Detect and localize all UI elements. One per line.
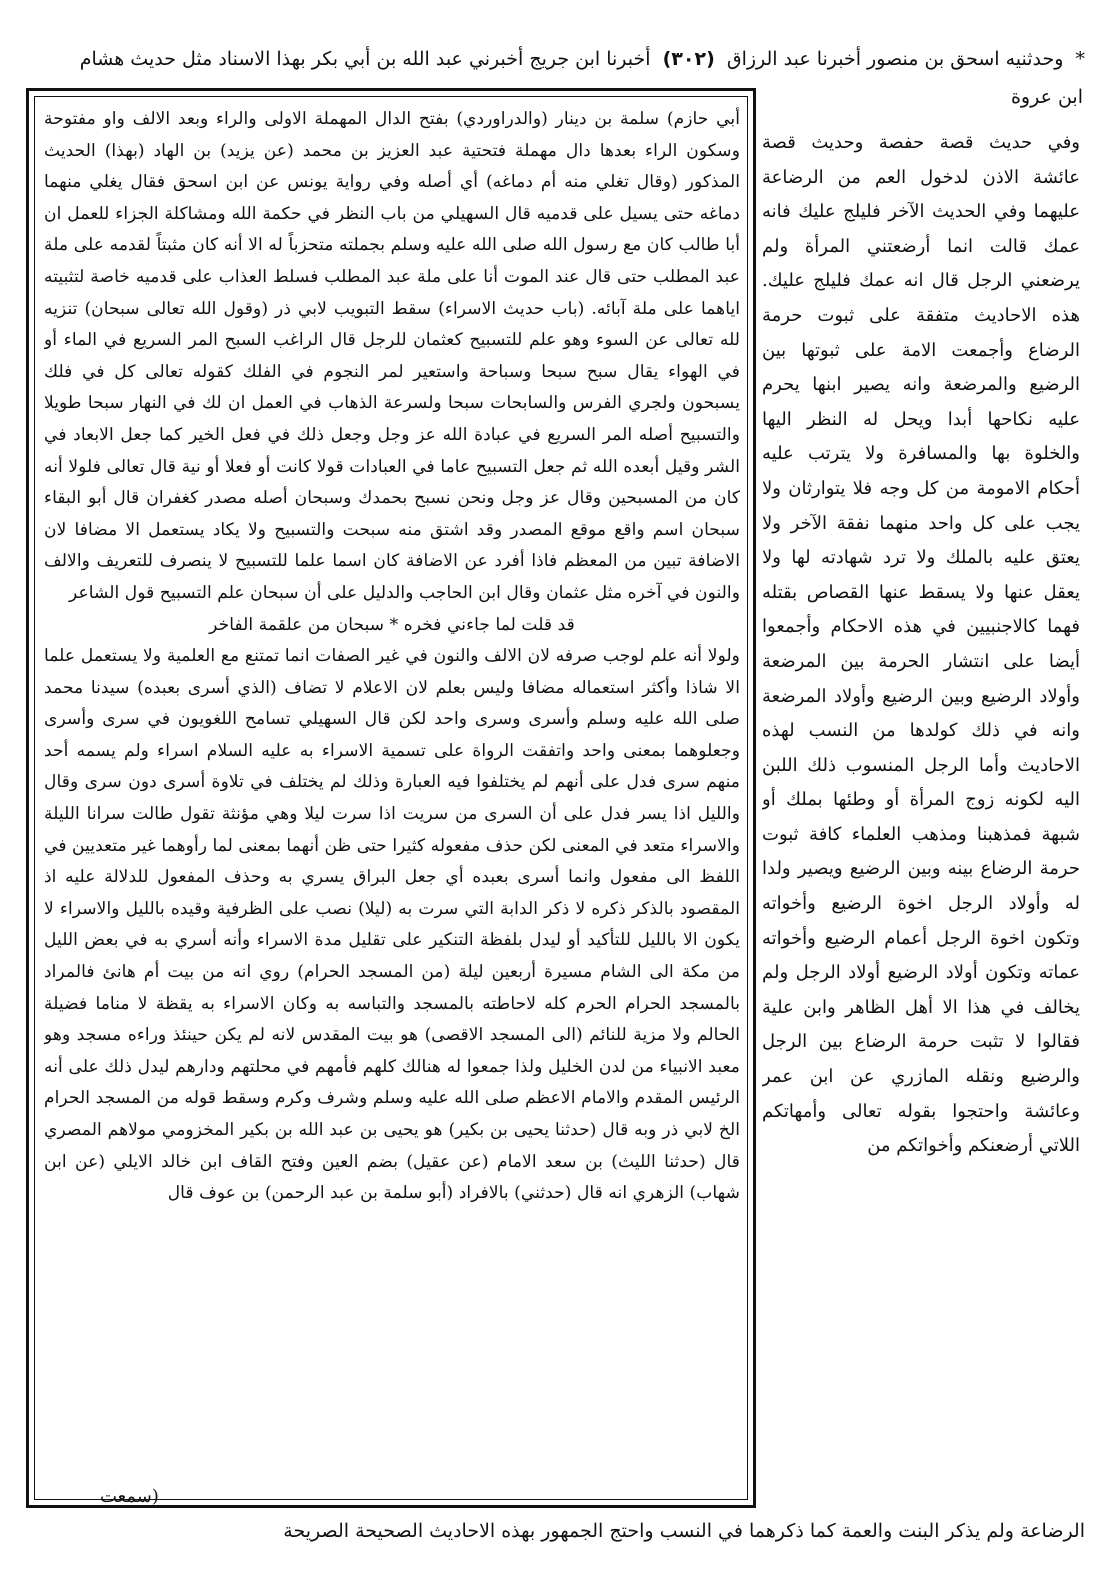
main-commentary-text bbox=[44, 104, 740, 1494]
header-text-start: وحدثنيه اسحق بن منصور أخبرنا عبد الرزاق bbox=[726, 48, 1064, 70]
header-text-end: أخبرنا ابن جريج أخبرني عبد الله بن أبي بكر بهذا الاسناد مثل حديث هشام bbox=[79, 48, 651, 70]
margin-commentary-text: وفي حديث قصة حفصة وحديث قصة عائشة الاذن لدخول العم من الرضاعة عليهما وفي الحديث الآخر فليلج عليك فانه عمك قالت انما أرضعتني المرأة ولم يرضعني الرجل قال انه عمك فليلج عليك. هذه الاحاديث متفقة على ثبوت حرمة الرضاع وأجمعت الامة على ثبوتها بين الرضيع والمرضعة وانه يصير ابنها يحرم عليه نكاحها أبدا ويحل له النظر اليها والخلوة بها والمسافرة ولا يترتب عليه أحكام الامومة من كل وجه فلا يتوارثان ولا يجب على كل واحد منهما نفقة الآخر ولا يعتق عليه بالملك ولا ترد شهادته لها ولا يعقل عنها ولا يسقط عنها القصاص بقتله فهما كالاجنبيين في هذه الاحكام وأجمعوا أيضا على انتشار الحرمة بين المرضعة وأولاد الرضيع وبين الرضيع وأولاد المرضعة وانه في ذلك كولدها من النسب لهذه الاحاديث وأما الرجل المنسوب ذلك اللبن اليه لكونه زوج المرأة أو وطئها بملك أو شبهة فمذهبنا ومذهب العلماء كافة ثبوت حرمة الرضاع بينه وبين الرضيع ويصير ولدا له وأولاد الرجل اخوة الرضيع وأخواته وتكون اخوة الرجل أعمام الرضيع وأخواته عماته وتكون أولاد الرضيع أولاد الرجل ولم يخالف في هذا الا أهل الظاهر وابن علية فقالوا لا تثبت حرمة الرضاع بين الرجل والرضيع ونقله المازري عن ابن عمر وعائشة واحتجوا بقوله تعالى وأمهاتكم اللاتي أرضعنكم وأخواتكم من bbox=[762, 132, 1080, 1157]
header-continuation: ابن عروة bbox=[1010, 86, 1083, 108]
main-paragraph-1: أبي حازم) سلمة بن دينار (والدراوردي) بفتح الدال المهملة الاولى والراء وبعد الالف واو مفتوحة وسكون الراء بعدها دال مهملة فتحتية عبد العزيز بن محمد (عن يزيد) بن الهاد (بهذا) الحديث المذكور (وقال تغلي منه أم دماغه) أي أصله وفي رواية يونس عن ابن اسحق فقال يغلي منهما دماغه حتى يسيل على قدميه قال السهيلي من باب النظر في حكمة الله ومشاكلة الجزاء للعمل ان أبا طالب كان مع رسول الله صلى الله عليه وسلم بجملته متحزباً له الا أنه كان مثبتاً لقدمه على ملة عبد المطلب حتى قال عند الموت أنا على ملة عبد المطلب فسلط العذاب على قدميه خاصة لتثبيته اياهما على ملة آبائه. (باب حديث الاسراء) سقط التبويب لابي ذر (وقول الله تعالى سبحان) تنزيه لله تعالى عن السوء وهو علم للتسبيح كعثمان للرجل قال الراغب السبح المر السريع في الماء أو في الهواء يقال سبح سبحا وسباحة واستعير لمر النجوم في الفلك كقوله تعالى كل في فلك يسبحون ولجري الفرس والسابحات سبحا ولسرعة الذهاب في العمل ان لك في النهار سبحا طويلا والتسبيح أصله المر السريع في عبادة الله عز وجل وجعل ذلك في فعل الخير كما جعل الابعاد في الشر وقيل أبعده الله ثم جعل التسبيح عاما في العبادات قولا كانت أو فعلا أو نية قال تعالى فلولا أنه كان من المسبحين وقال عز وجل ونحن نسبح بحمدك وسبحان أصله مصدر كغفران قال أبو البقاء سبحان اسم واقع موقع المصدر وقد اشتق منه سبحت والتسبيح ولا يكاد يستعمل الا مضافا لان الاضافة تبين من المعظم فاذا أفرد عن الاضافة كان اسما علما للتسبيح لا ينصرف للتعريف والالف والنون في آخره مثل عثمان وقال ابن الحاجب والدليل على أن سبحان علم التسبيح قول الشاعر bbox=[44, 109, 740, 603]
header-asterisk: * bbox=[1075, 48, 1085, 70]
margin-commentary-column bbox=[762, 126, 1080, 1516]
catchword: (سمعت bbox=[100, 1486, 159, 1507]
footer-continuation-line: الرضاعة ولم يذكر البنت والعمة كما ذكرهما في النسب واحتج الجمهور بهذه الاحاديث الصحيحة الصريحة bbox=[283, 1520, 1085, 1542]
poetry-verse: قد قلت لما جاءني فخره * سبحان من علقمة الفاخر bbox=[209, 614, 575, 635]
page-number: (٣٠٢) bbox=[662, 48, 715, 70]
main-paragraph-2: ولولا أنه علم لوجب صرفه لان الالف والنون في غير الصفات انما تمتنع مع العلمية ولا يستعمل علما الا شاذا وأكثر استعماله مضافا وليس بعلم لان الاعلام لا تضاف (الذي أسرى بعبده) سيدنا محمد صلى الله عليه وسلم وأسرى وسرى واحد لكن قال السهيلي تسامح اللغويون في سرى وأسرى وجعلوهما بمعنى واحد واتفقت الرواة على تسمية الاسراء به عليه السلام اسراء ولم يسمه أحد منهم سرى فدل على أنهم لم يختلفوا فيه العبارة وذلك لم يختلف في تلاوة أسرى دون سرى وقال والليل اذا يسر فدل على أن السرى من سريت اذا سرت ليلا وهي مؤنثة تقول طالت سرانا الليلة والاسراء متعد في المعنى لكن حذف مفعوله كثيرا حتى ظن أنهما بمعنى لما رأوهما غير متعديين في اللفظ الى مفعول وانما أسرى بعبده أي جعل البراق يسري به وحذف المفعول للدلالة عليه اذ المقصود بالذكر ذكره لا ذكر الدابة التي سرت به (ليلا) نصب على الظرفية وقيده بالليل والاسراء لا يكون الا بالليل للتأكيد أو ليدل بلفظة التنكير على تقليل مدة الاسراء وأنه أسري به في بعض الليل من مكة الى الشام مسيرة أربعين ليلة (من المسجد الحرام) روي انه من بيت أم هانئ فالمراد بالمسجد الحرام الحرم كله لاحاطته بالمسجد والتباسه به وكان الاسراء به يقظة لا مناما فضيلة الحالم ولا مزية للنائم (الى المسجد الاقصى) هو بيت المقدس لانه لم يكن حينئذ وراءه مسجد وهو معبد الانبياء من لدن الخليل ولذا جمعوا له هنالك كلهم فأمهم في محلتهم ودارهم ليدل ذلك على أنه الرئيس المقدم والامام الاعظم صلى الله عليه وسلم وشرف وكرم وسقط قوله من المسجد الحرام الخ لابي ذر وبه قال (حدثنا يحيى بن بكير) هو يحيى بن عبد الله بن بكير المخزومي مولاهم المصري قال (حدثنا الليث) بن سعد الامام (عن عقيل) بضم العين وفتح القاف ابن خالد الايلي (عن ابن شهاب) الزهري انه قال (حدثني) بالافراد (أبو سلمة بن عبد الرحمن) بن عوف قال bbox=[44, 646, 740, 1204]
running-header bbox=[30, 42, 1085, 76]
